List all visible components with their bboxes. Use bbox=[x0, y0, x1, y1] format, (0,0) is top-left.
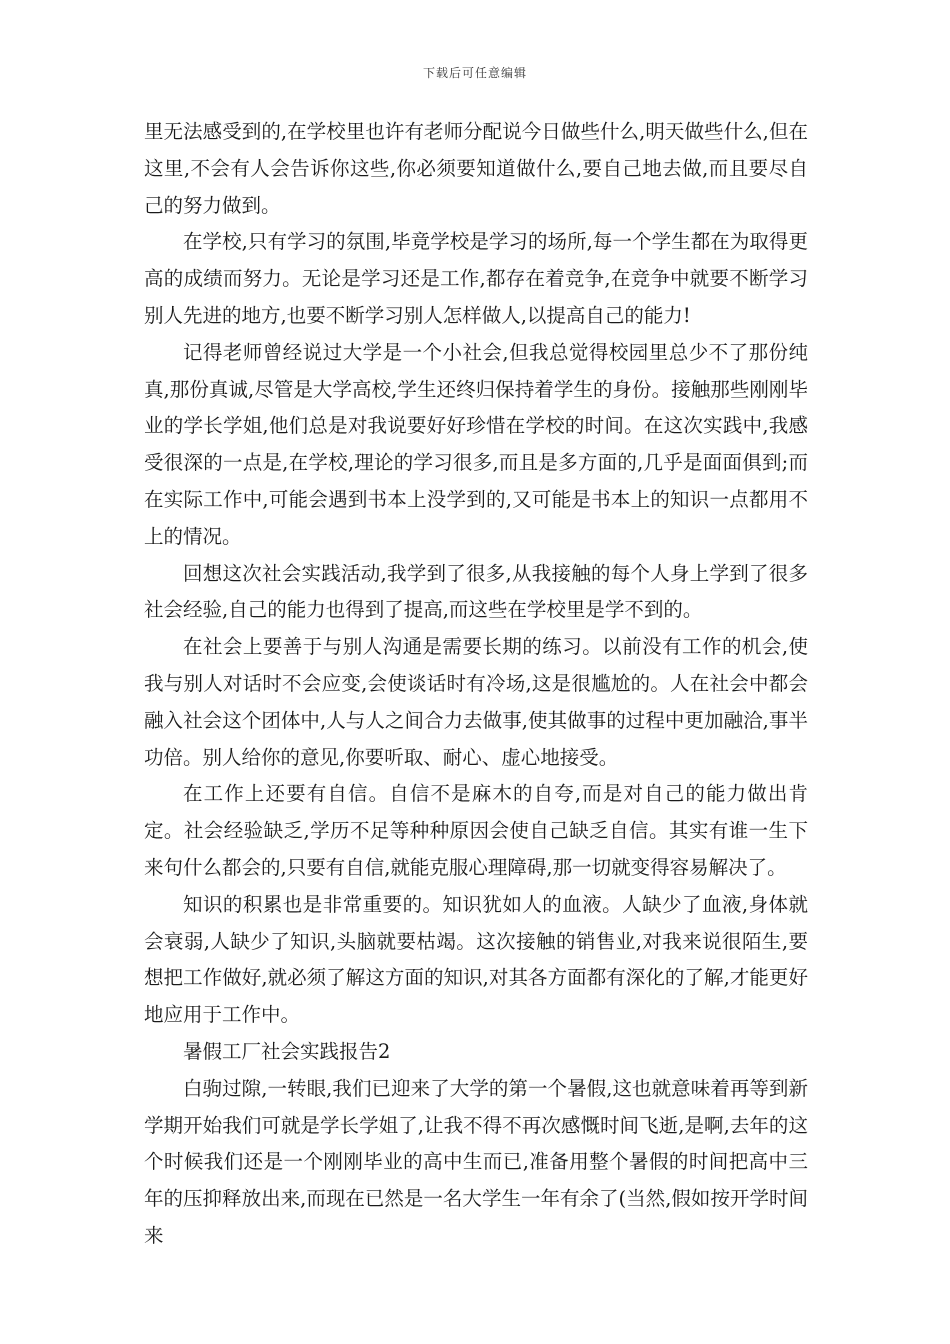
paragraph: 记得老师曾经说过大学是一个小社会,但我总觉得校园里总少不了那份纯真,那份真诚,尽管是大学高校,学生还终归保持着学生的身份。接触那些刚刚毕业的学长学姐,他们总是对我说要好好珍惜在学校的时间。在这次实践中,我感受很深的一点是,在学校,理论的学习很多,而且是多方面的,几乎是面面俱到;而在实际工作中,可能会遇到书本上没学到的,又可能是书本上的知识一点都用不上的情况。 bbox=[144, 340, 808, 548]
section-heading: 暑假工厂社会实践报告2 bbox=[183, 1039, 391, 1063]
paragraph: 知识的积累也是非常重要的。知识犹如人的血液。人缺少了血液,身体就会衰弱,人缺少了知识,头脑就要枯竭。这次接触的销售业,对我来说很陌生,要想把工作做好,就必须了解这方面的知识,对其各方面都有深化的了解,才能更好地应用于工作中。 bbox=[144, 892, 808, 1027]
page-header: 下载后可任意编辑 bbox=[422, 66, 527, 80]
document-body bbox=[144, 114, 808, 1255]
paragraph: 回想这次社会实践活动,我学到了很多,从我接触的每个人身上学到了很多社会经验,自己的能力也得到了提高,而这些在学校里是学不到的。 bbox=[144, 561, 808, 622]
paragraph-continued: 里无法感受到的,在学校里也许有老师分配说今日做些什么,明天做些什么,但在这里,不会有人会告诉你这些,你必须要知道做什么,要自己地去做,而且要尽自己的努力做到。 bbox=[144, 120, 808, 217]
paragraph: 在社会上要善于与别人沟通是需要长期的练习。以前没有工作的机会,使我与别人对话时不会应变,会使谈话时有冷场,这是很尴尬的。人在社会中都会融入社会这个团体中,人与人之间合力去做事,使其做事的过程中更加融洽,事半功倍。别人给你的意见,你要听取、耐心、虚心地接受。 bbox=[144, 635, 808, 769]
paragraph: 白驹过隙,一转眼,我们已迎来了大学的第一个暑假,这也就意味着再等到新学期开始我们可就是学长学姐了,让我不得不再次感慨时间飞逝,是啊,去年的这个时候我们还是一个刚刚毕业的高中生而已,准备用整个暑假的时间把高中三年的压抑释放出来,而现在已然是一名大学生一年有余了(当然,假如按开学时间来 bbox=[144, 1076, 808, 1247]
paragraph: 在工作上还要有自信。自信不是麻木的自夸,而是对自己的能力做出肯定。社会经验缺乏,学历不足等种种原因会使自己缺乏自信。其实有谁一生下来句什么都会的,只要有自信,就能克服心理障碍,那一切就变得容易解决了。 bbox=[144, 782, 808, 879]
paragraph: 在学校,只有学习的氛围,毕竟学校是学习的场所,每一个学生都在为取得更高的成绩而努力。无论是学习还是工作,都存在着竞争,在竞争中就要不断学习别人先进的地方,也要不断学习别人怎样做人,以提高自己的能力! bbox=[144, 230, 808, 327]
